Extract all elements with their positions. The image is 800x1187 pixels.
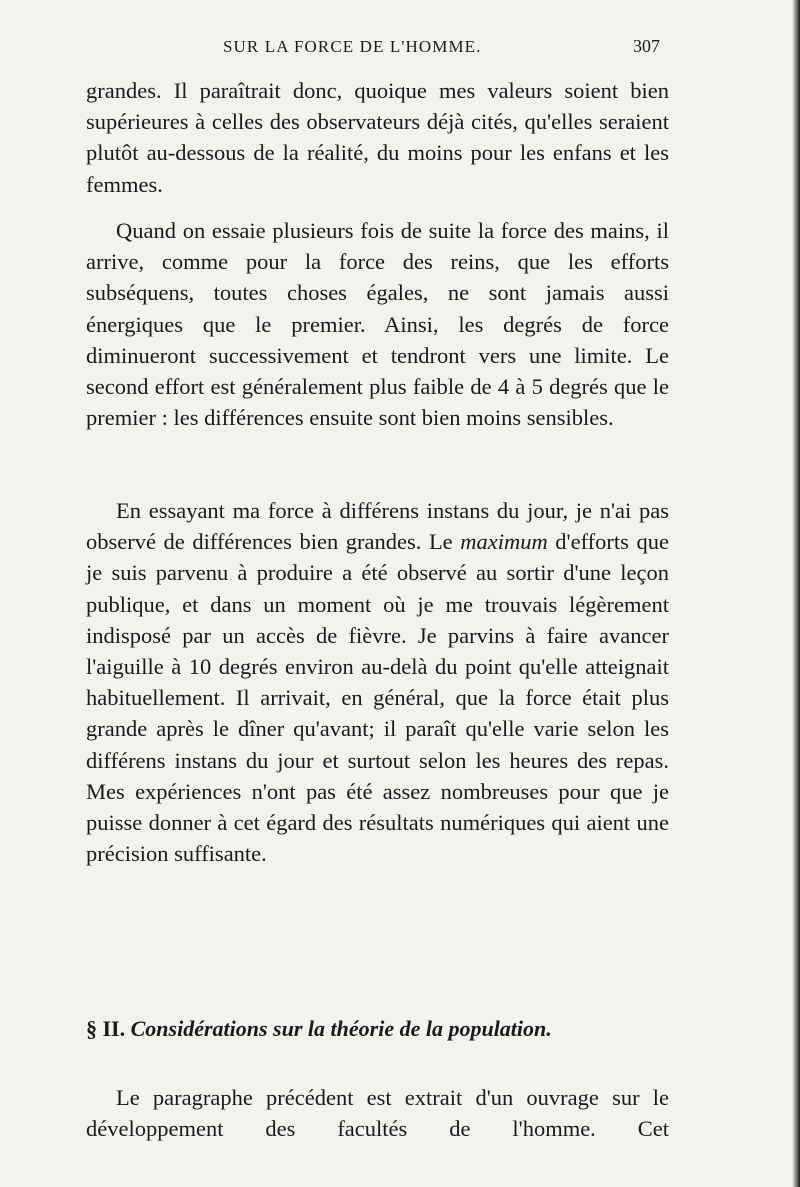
section-number: § II. — [86, 1016, 126, 1041]
running-title: SUR LA FORCE DE L'HOMME. — [223, 37, 482, 56]
paragraph-time-of-day-part1: En essayant ma force à différens instans du jour, je n'ai pas observé de différences bien grandes. Le — [86, 498, 669, 555]
page-edge-shadow — [792, 0, 800, 1187]
running-header — [0, 37, 800, 63]
italic-term-maximum: maximum — [460, 529, 548, 555]
paragraph-repeated-efforts-text: Quand on essaie plusieurs fois de suite la force des mains, il arrive, comme pour la force des reins, que les efforts subséquens, toutes choses égales, ne sont jamais aussi énergiques que le premier. Ainsi, les degrés de force diminueront successivement et tendront vers une limite. Le second effort est généralement plus faible de 4 à 5 degrés que le premier : les différences ensuite sont bien moins sensibles. — [86, 218, 669, 431]
paragraph-population-intro-text: Le paragraphe précédent est extrait d'un ouvrage sur le développement des facultés de l'homme. Cet — [86, 1085, 669, 1142]
section-title: Considérations sur la théorie de la population. — [130, 1016, 552, 1041]
paragraph-time-of-day-part2: d'efforts que je suis parvenu à produire a été observé au sortir d'une leçon publique, et dans un moment où je me trouvais légèrement indisposé par un accès de fièvre. Je parvins à faire avancer l'aiguille à 10 degrés environ au-delà du point qu'elle atteignait habituellement. Il arrivait, en général, que la force était plus grande après le dîner qu'avant; il paraît qu'elle varie selon les différens instans du jour et surtout selon les heures des repas. Mes expériences n'ont pas été assez nombreuses pour que je puisse donner à cet égard des résultats numériques qui aient une précision suffisante. — [86, 529, 669, 867]
page-number: 307 — [633, 36, 660, 56]
paragraph-continued: grandes. Il paraîtrait donc, quoique mes valeurs soient bien supérieures à celles des observateurs déjà cités, qu'elles seraient plutôt au-dessous de la réalité, du moins pour les enfans et les femmes. — [86, 78, 669, 197]
paragraph-population-intro — [86, 1082, 669, 1144]
paragraph-time-of-day — [86, 495, 669, 869]
paragraph-repeated-efforts — [86, 215, 669, 433]
section-heading — [86, 1016, 552, 1042]
